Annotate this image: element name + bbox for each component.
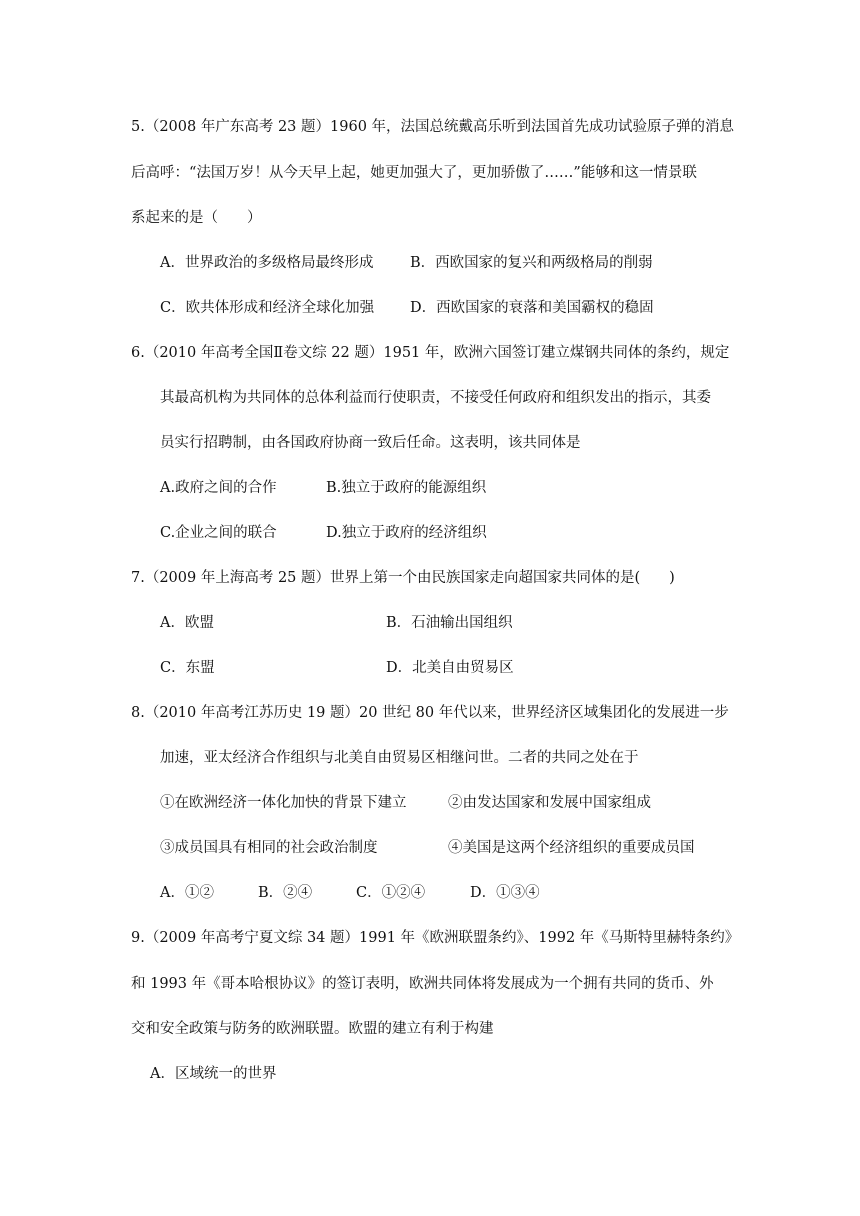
question-7-option-a: A．欧盟 [160, 615, 214, 631]
question-6-option-a: A.政府之间的合作 [160, 480, 277, 496]
question-5-line-3: 系起来的是（ ） [131, 210, 262, 226]
question-8-statement-1: ①在欧洲经济一体化加快的背景下建立 [160, 795, 407, 811]
question-6-option-d: D.独立于政府的经济组织 [326, 525, 487, 541]
question-5-line-1: 5.（2008 年广东高考 23 题）1960 年，法国总统戴高乐听到法国首先成功试验原子弹的消息 [131, 119, 735, 135]
question-7-option-c: C．东盟 [160, 660, 215, 676]
question-8-line-1: 8.（2010 年高考江苏历史 19 题）20 世纪 80 年代以来，世界经济区域集团化的发展进一步 [131, 705, 729, 721]
question-6-line-2: 其最高机构为共同体的总体利益而行使职责，不接受任何政府和组织发出的指示，其委 [160, 390, 711, 406]
question-5-option-a: A．世界政治的多级格局最终形成 [160, 255, 374, 271]
question-6-option-b: B.独立于政府的能源组织 [326, 480, 487, 496]
question-9-line-3: 交和安全政策与防务的欧洲联盟。欧盟的建立有利于构建 [131, 1021, 494, 1037]
question-8-option-b: B．②④ [258, 885, 313, 901]
question-8-statement-4: ④美国是这两个经济组织的重要成员国 [448, 840, 695, 856]
question-8-statement-2: ②由发达国家和发展中国家组成 [448, 795, 651, 811]
question-7-line-1: 7.（2009 年上海高考 25 题）世界上第一个由民族国家走向超国家共同体的是( ) [131, 570, 675, 586]
question-8-statement-3: ③成员国具有相同的社会政治制度 [160, 840, 378, 856]
question-8-line-2: 加速，亚太经济合作组织与北美自由贸易区相继问世。二者的共同之处在于 [160, 750, 639, 766]
question-5-option-b: B．西欧国家的复兴和两级格局的削弱 [410, 255, 653, 271]
question-5-line-2: 后高呼：“法国万岁！从今天早上起，她更加强大了，更加骄傲了……”能够和这一情景联 [131, 165, 697, 181]
question-5-option-d: D．西欧国家的衰落和美国霸权的稳固 [410, 300, 654, 316]
question-9-option-a: A．区域统一的世界 [150, 1066, 277, 1082]
question-7-option-d: D．北美自由贸易区 [386, 660, 514, 676]
question-6-line-3: 员实行招聘制，由各国政府协商一致后任命。这表明，该共同体是 [160, 435, 581, 451]
question-8-option-a: A．①② [160, 885, 214, 901]
question-6-line-1: 6.（2010 年高考全国Ⅱ卷文综 22 题）1951 年，欧洲六国签订建立煤钢共同体的条约，规定 [131, 345, 730, 361]
question-7-option-b: B．石油输出国组织 [386, 615, 513, 631]
question-9-line-2: 和 1993 年《哥本哈根协议》的签订表明，欧洲共同体将发展成为一个拥有共同的货币、外 [131, 976, 714, 992]
question-9-line-1: 9.（2009 年高考宁夏文综 34 题）1991 年《欧洲联盟条约》、1992 年《马斯特里赫特条约》 [131, 930, 740, 946]
question-6-option-c: C.企业之间的联合 [160, 525, 277, 541]
question-8-option-d: D．①③④ [470, 885, 540, 901]
question-8-option-c: C．①②④ [356, 885, 426, 901]
question-5-option-c: C．欧共体形成和经济全球化加强 [160, 300, 375, 316]
